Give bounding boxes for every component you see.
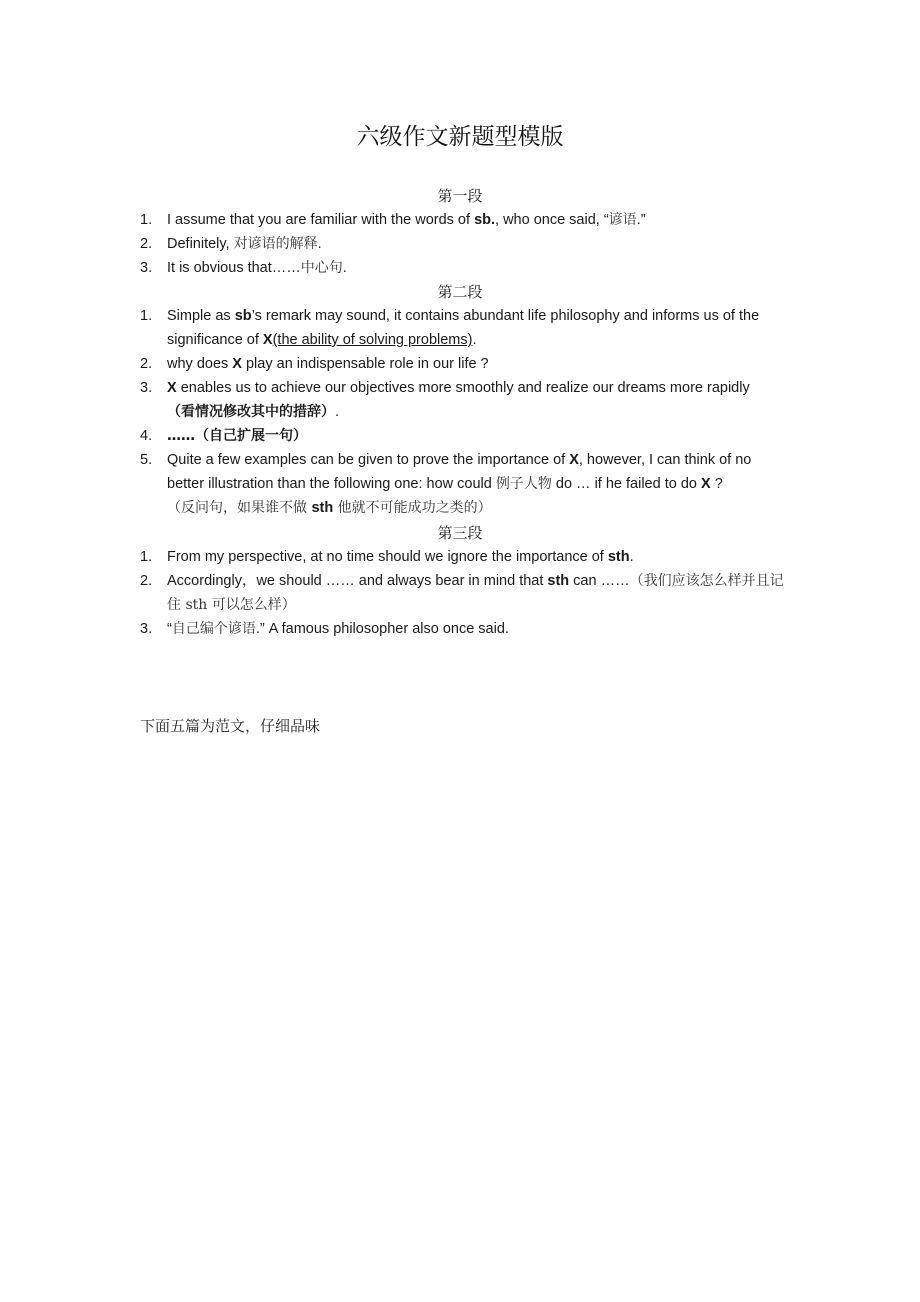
item-text: “自己编个谚语.” A famous philosopher also once said. xyxy=(167,621,509,637)
list-item xyxy=(140,352,790,376)
list-item xyxy=(140,545,790,569)
list-item xyxy=(140,376,790,424)
item-number: 2. xyxy=(140,356,153,372)
section-heading-2: 第二段 xyxy=(437,283,483,301)
item-number: 2. xyxy=(140,236,153,252)
section-heading-1: 第一段 xyxy=(437,187,483,205)
item-text: Definitely, 对谚语的解释. xyxy=(167,236,322,252)
item-number: 2. xyxy=(140,573,153,589)
item-text: why does X play an indispensable role in our life ? xyxy=(167,356,489,372)
item-text: Simple as sb’s remark may sound, it contains abundant life philosophy and informs us of the significance of X(the ability of solving problems). xyxy=(167,308,760,348)
footer-note: 下面五篇为范文，仔细品味 xyxy=(140,717,321,735)
item-text: X enables us to achieve our objectives more smoothly and realize our dreams more rapidly （看情况修改其中的措辞）. xyxy=(167,380,750,420)
item-number: 1. xyxy=(140,549,153,565)
list-item xyxy=(140,256,790,280)
item-text: Quite a few examples can be given to prove the importance of X, however, I can think of no better illustration than the following one: how could 例子人物 do … if he failed to do X ? （反问句，如果谁不做 sth 他就不可能成功之类的） xyxy=(167,452,752,516)
item-number: 3. xyxy=(140,260,153,276)
item-number: 3. xyxy=(140,621,153,637)
list-item xyxy=(140,304,790,352)
item-text: From my perspective, at no time should we ignore the importance of sth. xyxy=(167,549,634,565)
list-item xyxy=(140,232,790,256)
item-number: 3. xyxy=(140,380,153,396)
item-text: ……（自己扩展一句） xyxy=(167,428,307,444)
section-heading-3: 第三段 xyxy=(437,524,483,542)
document-title: 六级作文新题型模版 xyxy=(356,124,564,150)
list-item xyxy=(140,448,790,520)
item-text: I assume that you are familiar with the words of sb., who once said, “谚语.” xyxy=(167,212,646,228)
item-number: 4. xyxy=(140,428,153,444)
item-text: Accordingly，we should …… and always bear in mind that sth can ……（我们应该怎么样并且记住 sth 可以怎么样） xyxy=(167,573,784,613)
list-item xyxy=(140,424,790,448)
list-item xyxy=(140,569,790,617)
list-item xyxy=(140,617,790,641)
item-text: It is obvious that……中心句. xyxy=(167,260,347,276)
item-number: 1. xyxy=(140,212,153,228)
item-number: 1. xyxy=(140,308,153,324)
item-number: 5. xyxy=(140,452,153,468)
list-item xyxy=(140,208,790,232)
